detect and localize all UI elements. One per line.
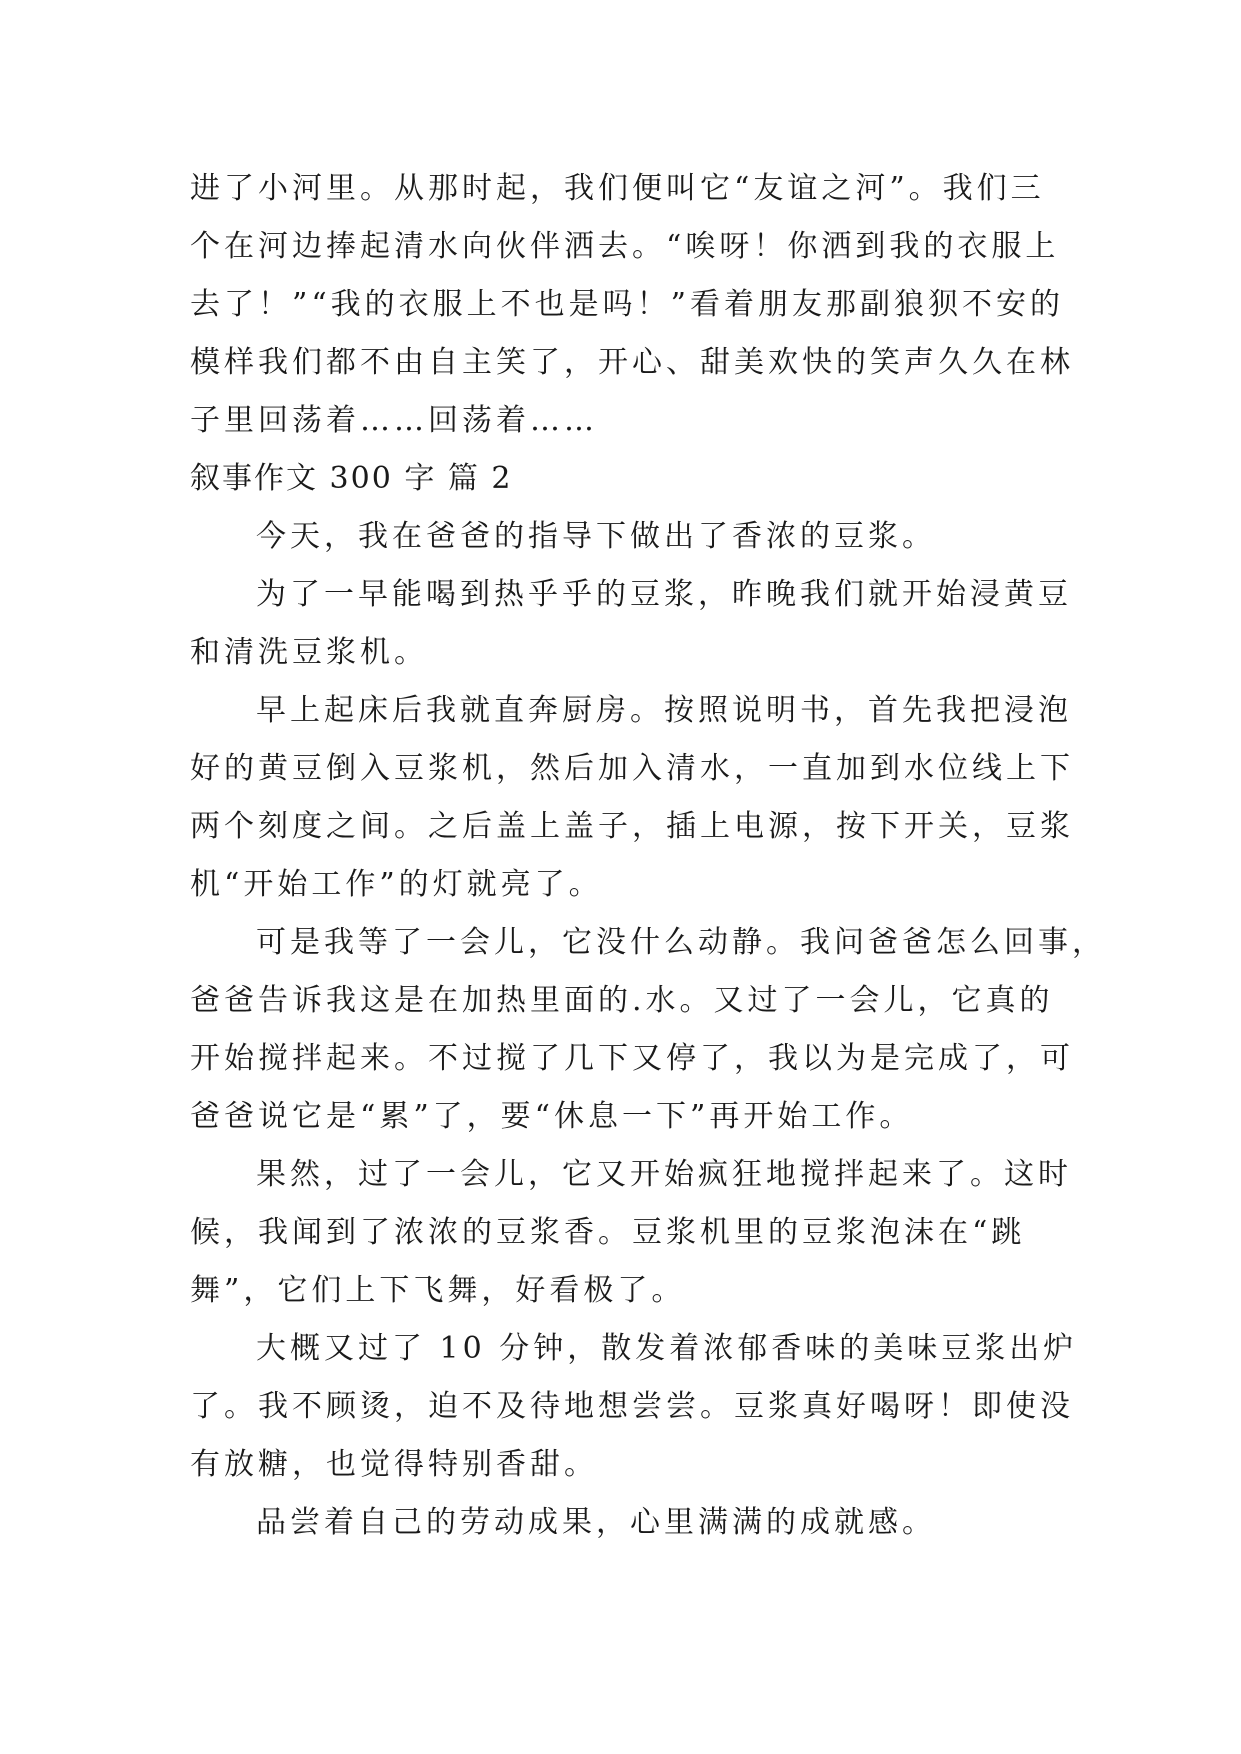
text-line: 进了小河里。从那时起，我们便叫它“友谊之河”。我们三 <box>190 171 1045 206</box>
paragraph-line: 有放糖，也觉得特别香甜。 <box>190 1447 598 1482</box>
paragraph-line: 爸爸告诉我这是在加热里面的.水。又过了一会儿，它真的 <box>190 983 1054 1018</box>
paragraph-line: 为了一早能喝到热乎乎的豆浆，昨晚我们就开始浸黄豆 <box>256 577 1072 612</box>
section-title: 叙事作文 300 字 篇 2 <box>190 461 513 496</box>
paragraph-line: 果然，过了一会儿，它又开始疯狂地搅拌起来了。这时 <box>256 1157 1072 1192</box>
text-line: 模样我们都不由自主笑了，开心、甜美欢快的笑声久久在林 <box>190 345 1074 380</box>
paragraph-line: 爸爸说它是“累”了，要“休息一下”再开始工作。 <box>190 1099 914 1134</box>
paragraph-line: 今天，我在爸爸的指导下做出了香浓的豆浆。 <box>256 519 936 554</box>
text-line: 去了！”“我的衣服上不也是吗！”看着朋友那副狼狈不安的 <box>190 287 1065 322</box>
paragraph-line: 大概又过了 10 分钟，散发着浓郁香味的美味豆浆出炉 <box>256 1331 1078 1366</box>
paragraph-line: 品尝着自己的劳动成果，心里满满的成就感。 <box>256 1505 936 1540</box>
paragraph-line: 开始搅拌起来。不过搅了几下又停了，我以为是完成了，可 <box>190 1041 1074 1076</box>
paragraph-line: 可是我等了一会儿，它没什么动静。我问爸爸怎么回事， <box>256 925 1106 960</box>
paragraph-line: 和清洗豆浆机。 <box>190 635 428 670</box>
document-body <box>190 160 1106 1552</box>
paragraph-line: 机“开始工作”的灯就亮了。 <box>190 867 603 902</box>
paragraph-line: 早上起床后我就直奔厨房。按照说明书，首先我把浸泡 <box>256 693 1072 728</box>
text-line: 子里回荡着……回荡着…… <box>190 403 598 438</box>
paragraph-line: 舞”，它们上下飞舞，好看极了。 <box>190 1273 686 1308</box>
paragraph-line: 了。我不顾烫，迫不及待地想尝尝。豆浆真好喝呀！即使没 <box>190 1389 1074 1424</box>
paragraph-line: 候，我闻到了浓浓的豆浆香。豆浆机里的豆浆泡沫在“跳 <box>190 1215 1026 1250</box>
paragraph-line: 两个刻度之间。之后盖上盖子，插上电源，按下开关，豆浆 <box>190 809 1074 844</box>
paragraph-line: 好的黄豆倒入豆浆机，然后加入清水，一直加到水位线上下 <box>190 751 1074 786</box>
text-line: 个在河边捧起清水向伙伴洒去。“唉呀！你洒到我的衣服上 <box>190 229 1060 264</box>
